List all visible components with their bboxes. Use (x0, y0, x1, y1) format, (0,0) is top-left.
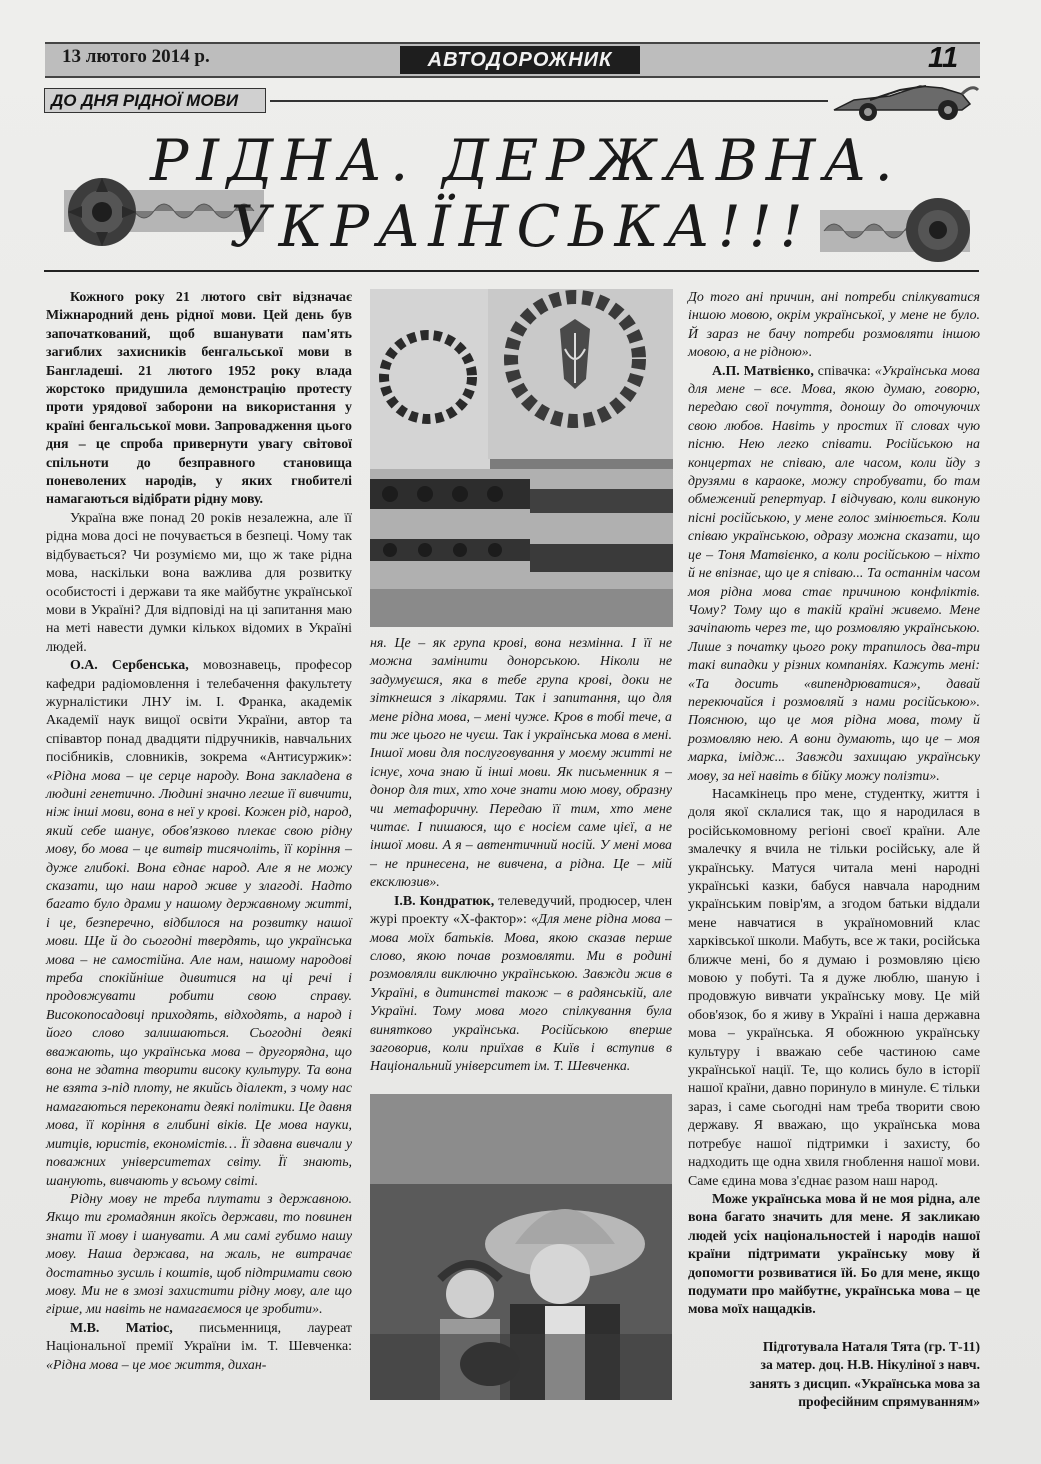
article-column-3 (688, 289, 980, 1320)
author-signature (700, 1338, 980, 1412)
intro-paragraph: Україна вже понад 20 років незалежна, але її рідна мова досі не почувається в безпеці. Чому так відбувається? Чи розуміємо ми, що ж таке рідна мова, наскільки вона важлива для розвитку особистості і держави та яке майбутнє української мови в Україні? Для відповіді на ці запитання маю на меті навести думки кількох відомих в Україні людей. (46, 510, 352, 655)
signature-line-4: професійним спрямуванням» (798, 1394, 980, 1410)
children-photo (370, 1094, 672, 1400)
author-paragraph-1: Насамкінець про мене, студентку, життя і доля якої склалися так, що я народилася в російськомовному регіоні своєї країни. Але змалечку я вчила не тільки російську, але й українську. Матуся читала мені народні українські казки, бабуся навчала народним українським повір'ям, а згодом батьки віддали мене навчатися в україномовний клас харківської школи. Мабуть, все ж таки, російська ближче мені, бо я думаю і розмовляю цією мовою у побуті. Та я дуже люблю, шаную і продовжую вивчати українську мову. Це мій обов'язок, бо я живу в Україні і наша державна мова – українська. Я обожнюю українську культуру і вважаю себе частиною саме української нації. Те, що колись було в історії нашої країни, давно поринуло в минуле. Є тільки зараз, і саме сьогодні нам треба творити свою державу. Я вважаю, що українська мова потребує нашої підтримки і захисту, бо надходить ще одна хвиля гноблення нашої мови. Саме єдина мова з'єднає разом наш народ. (688, 786, 980, 1189)
headline-line-1: РІДНА. ДЕРЖАВНА. (150, 128, 901, 194)
signature-line-1: Підготувала Наталя Тята (гр. Т-11) (762, 1339, 980, 1354)
article-column-1 (46, 289, 352, 1375)
serbenska-paragraph (46, 657, 352, 1191)
rubric: ДО ДНЯ РІДНОЇ МОВИ (44, 88, 266, 113)
headline-line-2: УКРАЇНСЬКА!!! (229, 194, 811, 260)
article-headline (150, 128, 901, 260)
matviienko-paragraph (688, 363, 980, 786)
matios-paragraph (46, 1320, 352, 1375)
issue-date: 13 лютого 2014 р. (62, 46, 210, 67)
matios-quote-cont: ня. Це – як група крові, вона незмінна. І її не можна замінити донорською. Ніколи не задумуєшся, яка в тебе група крові, доки не зіткнешся з лікарями. Так і запитання, що для мене рідна мова, – мені чуже. Кров в тобі тече, а ти же цього не чуєш. Так і українська мова в мені. Іншої мови для послуговування у моєму житті не існує, хоча знаю й інші мови. Як письменник я – донор для тих, хто хоче знати мою мову, образну чи метафоричну. Передаю її тим, хто мене читає. І пишаюся, що є носієм саме цієї, а не іншої мови. А я – автентичний носій. У мені мова – не принесена, не вивчена, а рідна. Це – мій ексклюзив». (370, 636, 672, 891)
kondratiuk-bio: телеведучий, продюсер, член журі проекту «Х-фактор»: (370, 893, 673, 928)
matviienko-quote: «Українська мова для мене – все. Мова, якою думаю, говорю, передаю свої почуття, доношу до оточуючих свою любов. Навіть у простих її словах чую пісню. Нею легко співати. Російською на концертах не співаю, але часом, коли йду з друзями в караоке, можу спробувати, бо там обмежений репертуар. І відчуваю, коли виконую пісні російською, у мене голос змінюється. Коли співаю українською, одразу можна сказати, що це – Тоня Матвієнко, а коли російською – ніхто й не впізнає, що це я співаю... Та останнім часом моя рідна мова стає причиною конфліктів. Чому? Тому що в такій країні живемо. Мене зачіпають через те, що розмовляю українською. Лише з початку цього року трапилось два-три такі випадки у різних компаніях. Кажуть мені: «Та досить «випендрюватися», давай перекючайся і розмовляй з нами російською». Пояснюю, що це моя рідна мова, тому й розмовляю нею. А вони думають, що це – моя марка, імідж... Завжди захищаю українську мову, за неї навіть в бійку можу полізти». (688, 363, 980, 784)
serbenska-quote-cont: Рідну мову не треба плутати з державною. Якщо ти громадянин якоїсь держави, то повинен знати її мову і шанувати. А ми самі губимо нашу мову. Наша держава, на жаль, не витрачає достатньо зусиль і коштів, щоб підтримати свою мову. Ми не в змозі захистити рідну мову, але що гірше, ми навіть не намагаємося це зробити». (46, 1191, 352, 1318)
matios-bio: письменниця, лауреат Національної премії України ім. Т. Шевченка: (46, 1320, 352, 1355)
kondratiuk-paragraph (370, 893, 672, 1077)
race-car-icon (830, 74, 980, 124)
kondratiuk-quote: «Для мене рідна мова – мова моїх батьків. Мова, якою сказав перше слово, якою почав розмовляти. Ми в родині розмовляли виключно українською. Завжди жив в Україні, в дитинстві також – в радянській, але Україні. Тому мова мого спілкування була винятково українська. Російською вперше заговорив, коли приїхав в Київ і вступив в Національний університет ім. Т. Шевченка. (370, 912, 672, 1075)
page-number: 11 (928, 42, 959, 74)
masthead: АВТОДОРОЖНИК (400, 46, 640, 74)
lead-paragraph: Кожного року 21 лютого світ відзначає Міжнародний день рідної мови. Цей день був започаткований, щоб вшанувати пам'ять загиблих захисників бенгальської мови в Бангладеші. 21 лютого 1952 року влада жорстоко придушила демонстрацію протесту проти урядової заборони на використання у країні бенгальської мови. Запровадження цього дня – це спроба привернути увагу світової спільноти до безправного становища поневолених народів, у яких гнобителі намагаються відібрати рідну мову. (46, 290, 352, 508)
serbenska-bio: мовознавець, професор кафедри радіомовлення і телебачення факультету журналістики ЛНУ ім. І. Франка, академік Академії наук вищої освіти України, автор та співавтор понад двадцяти підручників, навчальних посібників, словників, зокрема «Антисуржик»: (46, 658, 353, 766)
rubric-divider (270, 100, 828, 102)
headline-rule (44, 270, 979, 272)
embroidery-photo (370, 289, 673, 627)
kondratiuk-name: І.В. Кондратюк, (394, 893, 495, 909)
signature-line-2: за матер. доц. Н.В. Нікуліної з навч. (760, 1357, 980, 1373)
article-column-2 (370, 635, 672, 1077)
matios-quote: «Рідна мова – це моє життя, дихан- (46, 1357, 267, 1373)
matviienko-name: А.П. Матвієнко, (712, 363, 814, 379)
signature-line-3: занять з дисцип. «Українська мова за (749, 1375, 980, 1391)
serbenska-quote: «Рідна мова – це серце народу. Вона закладена в людині генетично. Людині значно легше її вивчити, ніж інші мови, вона в неї у крові. Кожен рід, народ, який себе шанує, обов'язково плекає свою рідну мову, бо мова – це витвір тисячоліть, її коріння – дуже глибокі. Вона єднає народ. Але я не можу сказати, що наш народ живе у злагоді. Надто багато було драми у нашому державному житті, і це, безперечно, відбилося на розвитку нашої мови. Ще й до сьогодні твердять, що українська мова – не самостійна. Але нам, нашому народові треба спокійніше дивитися на ці речі і продовжувати робити свою справу. Високопосадовці приходять, відходять, а народ і його слово залишаються. Сьогодні деякі вважають, що українська мова – другорядна, що вона не здатна творити високу культуру. Та вона не взята з-під плоту, не якийсь діалект, з чому нас намагаються переконати деякі політики. Це давня мова, її коріння в глибині віків. Це мова науки, митців, юристів, економістів… Її здавна вивчали у поважних університетах світу. Її знають, шанують, вивчають у всьому світі. (46, 768, 352, 1189)
matviienko-bio: співачка: (813, 363, 875, 379)
kondratiuk-quote-cont: До того ані причин, ані потреби спілкуватися іншою мовою, окрім української, у мене не було. Й зараз не бачу потреби розмовляти іншою мовою, а не рідною». (688, 290, 980, 361)
serbenska-name: О.А. Сербенська, (70, 658, 189, 674)
matios-name: М.В. Матіос, (70, 1320, 173, 1336)
author-paragraph-2: Може українська мова й не моя рідна, але вона багато значить для мене. Я закликаю людей усіх національностей і народів нашої країни підтримати українську мову й допомогти розвиватися їй. Бо для мене, якщо подумати про майбутнє, українська мова – це мова моїх нащадків. (688, 1191, 980, 1318)
